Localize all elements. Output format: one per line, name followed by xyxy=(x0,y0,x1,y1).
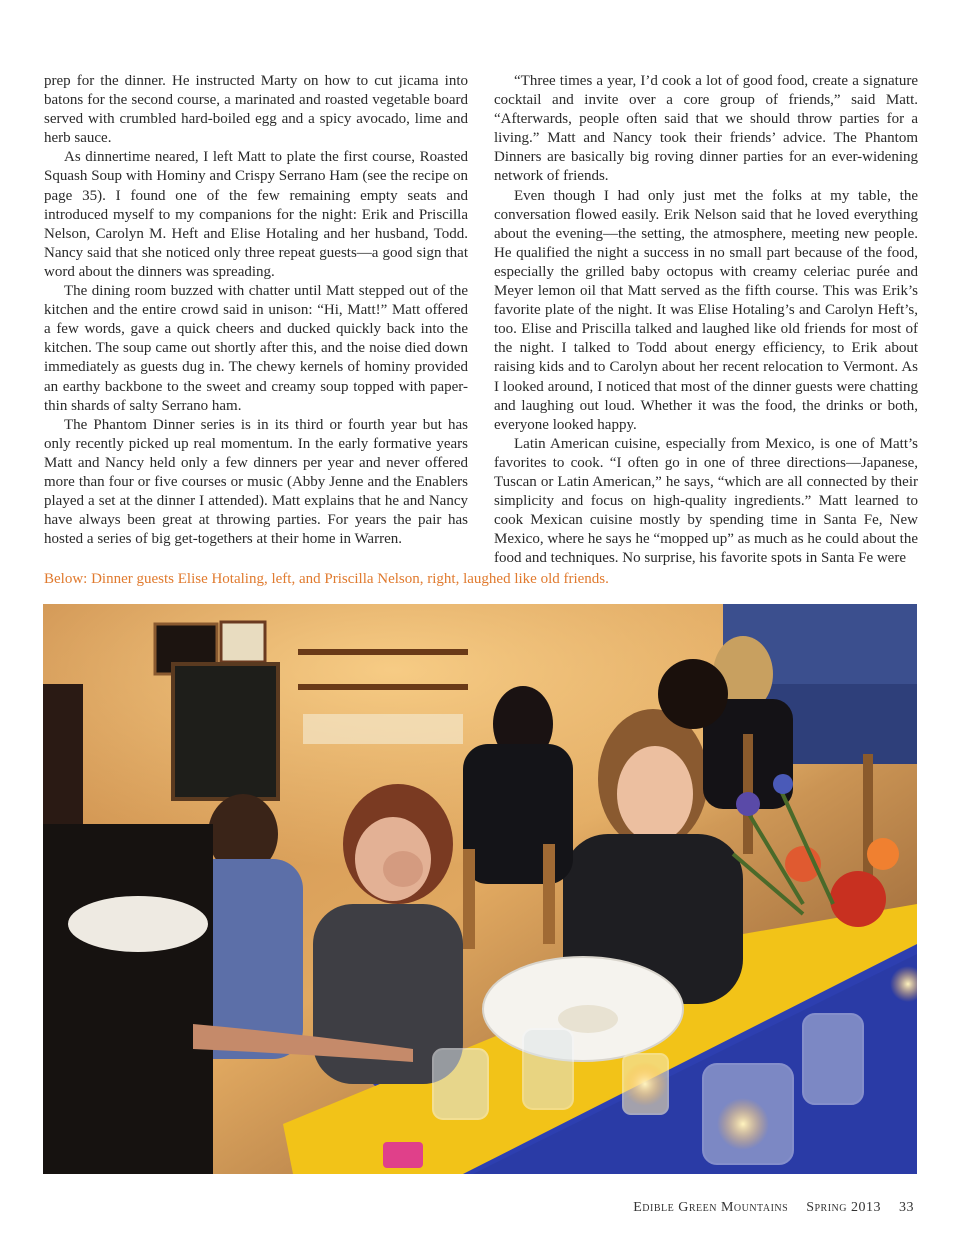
paragraph: Even though I had only just met the folks at my table, the conversation flowed easily. Erik Nelson said that he loved everything about the evening—the setting, the atmosphere, meeting new people. He qualified the night a success in no small part because of the food, especially the grilled baby octopus with creamy celeriac purée and Meyer lemon oil that Matt served as the fifth course. This was Erik’s favorite plate of the night. It was Elise Hotaling’s and Carolyn Heft’s, too. Elise and Priscilla talked and laughed like old friends for most of the night. I talked to Todd about energy efficiency, to Erik about raising kids and to Carolyn about her recent relocation to Vermont. As I looked around, I noticed that most of the dinner guests were chatting and laughing out loud. Whether it was the food, the drinks or both, everyone looked happy. xyxy=(494,187,918,433)
paragraph: As dinnertime neared, I left Matt to plate the first course, Roasted Squash Soup with Hominy and Crispy Serrano Ham (see the recipe on page 35). I found one of the few remaining empty seats and introduced myself to my companions for the night: Erik and Priscilla Nelson, Carolyn M. Heft and Elise Hotaling and her husband, Todd. Nancy said that she noticed only three repeat guests—a good sign that word about the dinners was spreading. xyxy=(44,149,468,280)
page-number: 33 xyxy=(899,1200,914,1215)
paragraph: prep for the dinner. He instructed Marty on how to cut jicama into batons for the second course, a marinated and roasted vegetable board served with crumbled hard-boiled egg and a spicy avocado, lime and herb sauce. xyxy=(44,73,468,147)
paragraph: The dining room buzzed with chatter until Matt stepped out of the kitchen and the entire crowd said in unison: “Hi, Matt!” Matt offered a few words, gave a quick cheers and ducked quickly back into the kitchen. The soup came out shortly after this, and the noise died down immediately as guests dug in. The chewy kernels of hominy provided an earthy backbone to the sweet and creamy soup topped with paper-thin shards of salty Serrano ham. xyxy=(44,283,468,414)
photo-caption: Below: Dinner guests Elise Hotaling, left, and Priscilla Nelson, right, laughed like old friends. xyxy=(44,571,609,587)
article-columns xyxy=(44,72,918,567)
dinner-photo xyxy=(43,604,917,1174)
paragraph: The Phantom Dinner series is in its third or fourth year but has only recently picked up real momentum. In the early formative years Matt and Nancy held only a few dinners per year and never offered more than four or five courses or music (Abby Jenne and the Enablers played a set at the dinner I attended). Matt explains that he and Nancy have always been great at throwing parties. For years the pair has hosted a series of big get-togethers at their home in Warren. xyxy=(44,416,468,548)
publication-name: Edible Green Mountains xyxy=(633,1200,789,1215)
right-column xyxy=(494,72,918,568)
paragraph: “Three times a year, I’d cook a lot of good food, create a signature cocktail and invite over a core group of friends,” said Matt. “Afterwards, people often said that we should throw parties for a living.” Matt and Nancy took their friends’ advice. The Phantom Dinners are basically big roving dinner parties for an ever-widening network of friends. xyxy=(494,73,918,185)
paragraph: Latin American cuisine, especially from Mexico, is one of Matt’s favorites to cook. “I often go in one of three directions—Japanese, Tuscan or Latin American,” he says, “which are all connected by their simplicity and focus on high-quality ingredients.” Matt learned to cook Mexican cuisine mostly by spending time in Santa Fe, New Mexico, where he says he “mopped up” as much as he could about the food and techniques. No surprise, his favorite spots in Santa Fe were xyxy=(494,435,918,567)
left-column xyxy=(44,72,468,549)
page-footer xyxy=(615,1200,914,1216)
issue-date: Spring 2013 xyxy=(806,1200,881,1215)
